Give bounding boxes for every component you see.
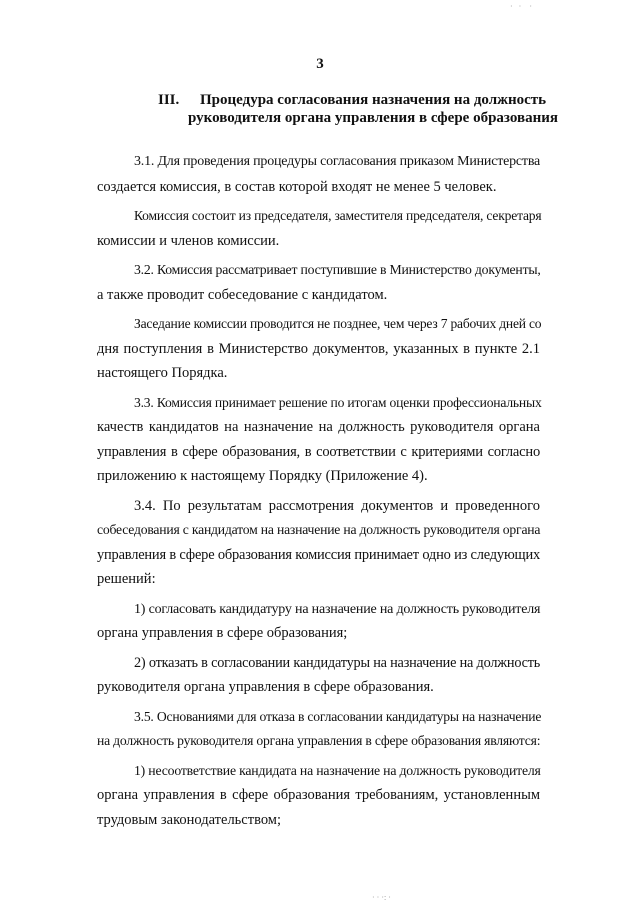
paragraph-line: комиссии и членов комиссии. [97, 232, 280, 249]
paragraph [97, 705, 577, 754]
paragraph-line: управления в сфере образования комиссия принимает одно из следующих [97, 546, 540, 563]
paragraph-line: а также проводит собеседование с кандидатом. [97, 286, 388, 303]
scan-artifact: · · · [510, 2, 532, 11]
paragraph-line: 3.3. Комиссия принимает решение по итогам оценки профессиональных [134, 394, 542, 410]
paragraph-line: 3.1. Для проведения процедуры согласования приказом Министерства [134, 154, 541, 169]
paragraph [97, 391, 577, 489]
paragraph [97, 597, 577, 646]
paragraph-line: дня поступления в Министерство документов, указанных в пункте 2.1 [97, 340, 540, 357]
paragraph-line: настоящего Порядка. [97, 365, 228, 381]
section-title-line-2: руководителя органа управления в сфере образования [188, 110, 558, 126]
paragraph [97, 494, 577, 592]
paragraph-line: приложению к настоящему Порядку (Приложение 4). [97, 468, 428, 484]
paragraph [97, 759, 577, 833]
paragraph [97, 312, 577, 386]
paragraph-line: Комиссия состоит из председателя, заместителя председателя, секретаря [134, 208, 542, 223]
paragraph-line: 1) согласовать кандидатуру на назначение на должность руководителя [134, 600, 541, 617]
section-number: III. [158, 92, 180, 108]
paragraph-line: 3.2. Комиссия рассматривает поступившие в Министерство документы, [134, 262, 541, 277]
paragraph-line: качеств кандидатов на назначение на должность руководителя органа [97, 419, 540, 435]
paragraph-line: руководителя органа управления в сфере образования. [97, 679, 434, 695]
paragraph-line: 2) отказать в согласовании кандидатуры на назначение на должность [134, 654, 541, 671]
paragraph-line: 3.4. По результатам рассмотрения документов и проведенного [134, 497, 540, 514]
paragraph-line: органа управления в сфере образования; [97, 625, 348, 641]
paragraph [97, 651, 577, 700]
paragraph-line: решений: [97, 571, 156, 587]
section-title-line-1: Процедура согласования назначения на должность [200, 92, 547, 108]
paragraph-line: Заседание комиссии проводится не позднее, чем через 7 рабочих дней со [134, 316, 542, 331]
paragraph [97, 258, 577, 307]
paragraph-line: органа управления в сфере образования требованиям, установленным [97, 787, 540, 803]
paragraph-line: создается комиссия, в состав которой входят не менее 5 человек. [97, 178, 497, 195]
paragraph-line: 3.5. Основаниями для отказа в согласовании кандидатуры на назначение [134, 708, 542, 724]
paragraph-line: собеседования с кандидатом на назначение на должность руководителя органа [97, 522, 541, 537]
paragraph-line: управления в сфере образования, в соответствии с критериями согласно [97, 443, 540, 460]
document-body [97, 150, 577, 837]
paragraph [97, 204, 577, 253]
page-number: 3 [316, 56, 324, 72]
paragraph-line: 1) несоответствие кандидата на назначение на должность руководителя [134, 762, 541, 778]
paragraph-line: на должность руководителя органа управления в сфере образования являются: [97, 733, 541, 748]
scan-artifact: · · ·: · [372, 893, 391, 902]
paragraph [97, 150, 577, 199]
paragraph-line: трудовым законодательством; [97, 811, 281, 828]
